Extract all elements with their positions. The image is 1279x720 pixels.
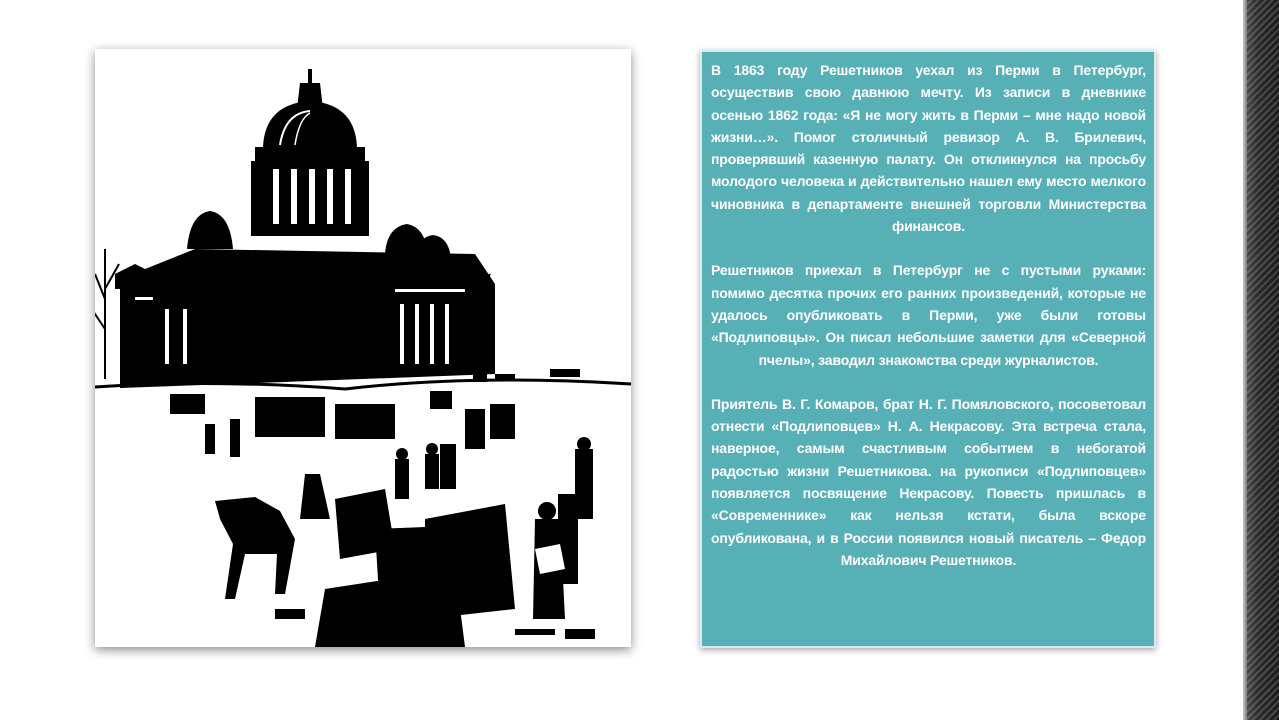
cathedral-photo [95, 49, 631, 647]
paragraph-gap [711, 371, 1146, 393]
paragraph-2: Решетников приехал в Петербург не с пустыми руками: помимо десятка прочих его ранних произведений, которые не удалось опубликовать в Перми, уже были готовы «Подлиповцы». Он писал небольшие заметки для «Северной пчелы», заводил знакомства среди журналистов. [711, 262, 1146, 368]
st-isaacs-cathedral-photo-icon [95, 49, 631, 647]
paragraph-3: Приятель В. Г. Комаров, брат Н. Г. Помяловского, посоветовал отнести «Подлиповцев» Н. А. Некрасову. Эта встреча стала, наверное, самым счастливым событием в небогатой радостью жизни Решетникова. на рукописи «Подлиповцев» появляется посвящение Некрасову. Повесть пришлась в «Современнике» как нельзя кстати, была вскоре опубликована, и в России появился новый писатель – Федор Михайлович Решетников. [711, 395, 1146, 568]
paragraph-1: В 1863 году Решетников уехал из Перми в Петербург, осуществив свою давнюю мечту. Из записи в дневнике осенью 1862 года: «Я не могу жить в Перми – мне надо новой жизни…». Помог столичный ревизор А. В. Брилевич, проверявший казенную палату. Он откликнулся на просьбу молодого человека и действительно нашел ему место мелкого чиновника в департаменте внешней торговли Министерства финансов. [711, 62, 1146, 235]
text-panel [700, 50, 1156, 648]
paragraph-gap [711, 237, 1146, 259]
decorative-edge-stripe [1243, 0, 1279, 720]
